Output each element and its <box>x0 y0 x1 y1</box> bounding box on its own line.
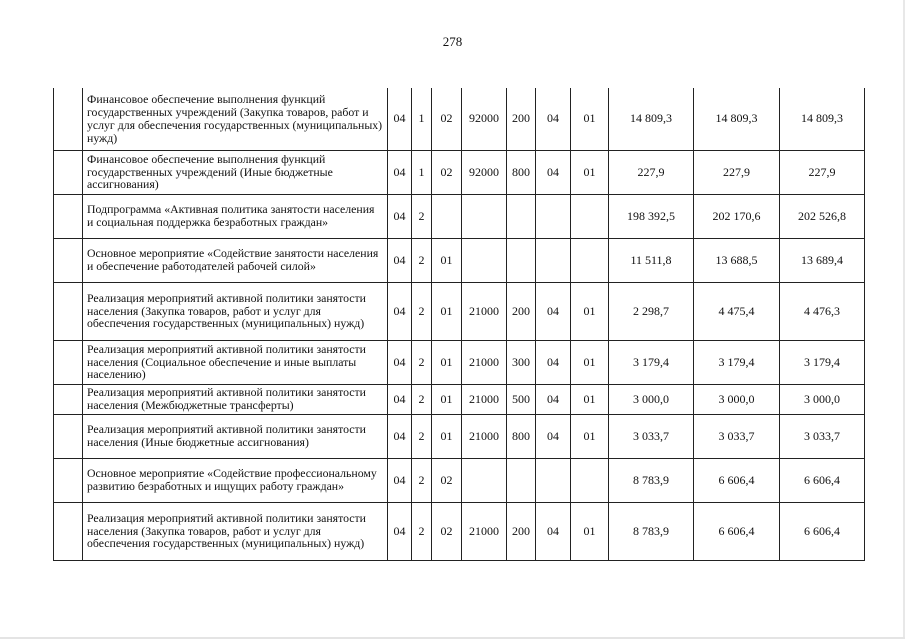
code-cell-c2: 2 <box>412 340 432 384</box>
code-cell-c2: 1 <box>412 88 432 150</box>
amount-cell-v1: 3 000,0 <box>609 384 694 414</box>
amount-cell-v3: 6 606,4 <box>780 502 865 560</box>
code-cell-c4: 21000 <box>462 414 507 458</box>
code-cell-c6: 04 <box>536 502 571 560</box>
code-cell-c5 <box>507 238 536 282</box>
code-cell-c3: 01 <box>432 384 462 414</box>
code-cell-c6: 04 <box>536 282 571 340</box>
row-name-cell: Реализация мероприятий активной политики занятости населения (Закупка товаров, работ и услуг для обеспечения государственных (муниципальных) нужд) <box>83 282 388 340</box>
code-cell-c1: 04 <box>388 282 412 340</box>
amount-cell-v3: 3 179,4 <box>780 340 865 384</box>
amount-cell-v1: 8 783,9 <box>609 458 694 502</box>
code-cell-c6: 04 <box>536 414 571 458</box>
row-name-cell: Реализация мероприятий активной политики занятости населения (Иные бюджетные ассигнования) <box>83 414 388 458</box>
row-name-cell: Основное мероприятие «Содействие профессиональному развитию безработных и ищущих работу граждан» <box>83 458 388 502</box>
code-cell-c1: 04 <box>388 414 412 458</box>
amount-cell-v3: 6 606,4 <box>780 458 865 502</box>
row-name-cell: Финансовое обеспечение выполнения функций государственных учреждений (Закупка товаров, работ и услуг для обеспечения государственных (муниципальных) нужд) <box>83 88 388 150</box>
code-cell-c6 <box>536 238 571 282</box>
code-cell-c7: 01 <box>571 384 609 414</box>
row-margin-cell <box>54 88 83 150</box>
row-margin-cell <box>54 458 83 502</box>
amount-cell-v3: 202 526,8 <box>780 194 865 238</box>
code-cell-c4: 21000 <box>462 282 507 340</box>
row-margin-cell <box>54 384 83 414</box>
code-cell-c1: 04 <box>388 458 412 502</box>
amount-cell-v3: 3 033,7 <box>780 414 865 458</box>
row-margin-cell <box>54 150 83 194</box>
code-cell-c7: 01 <box>571 282 609 340</box>
code-cell-c6: 04 <box>536 384 571 414</box>
amount-cell-v2: 3 179,4 <box>694 340 780 384</box>
table-row <box>54 414 865 458</box>
code-cell-c7 <box>571 458 609 502</box>
code-cell-c6: 04 <box>536 340 571 384</box>
amount-cell-v3: 14 809,3 <box>780 88 865 150</box>
code-cell-c5: 500 <box>507 384 536 414</box>
budget-table <box>53 88 865 561</box>
code-cell-c6: 04 <box>536 88 571 150</box>
code-cell-c2: 2 <box>412 414 432 458</box>
code-cell-c1: 04 <box>388 194 412 238</box>
table-row <box>54 194 865 238</box>
row-margin-cell <box>54 414 83 458</box>
table-row <box>54 150 865 194</box>
table-row <box>54 340 865 384</box>
code-cell-c7: 01 <box>571 502 609 560</box>
row-margin-cell <box>54 238 83 282</box>
code-cell-c5 <box>507 458 536 502</box>
code-cell-c5: 800 <box>507 414 536 458</box>
code-cell-c5: 200 <box>507 88 536 150</box>
amount-cell-v1: 14 809,3 <box>609 88 694 150</box>
amount-cell-v2: 14 809,3 <box>694 88 780 150</box>
code-cell-c5 <box>507 194 536 238</box>
code-cell-c1: 04 <box>388 502 412 560</box>
code-cell-c4: 92000 <box>462 150 507 194</box>
row-margin-cell <box>54 502 83 560</box>
page-number: 278 <box>442 34 463 49</box>
amount-cell-v1: 3 033,7 <box>609 414 694 458</box>
amount-cell-v3: 4 476,3 <box>780 282 865 340</box>
code-cell-c1: 04 <box>388 384 412 414</box>
code-cell-c7: 01 <box>571 414 609 458</box>
code-cell-c4: 21000 <box>462 384 507 414</box>
code-cell-c2: 2 <box>412 384 432 414</box>
code-cell-c2: 1 <box>412 150 432 194</box>
amount-cell-v1: 2 298,7 <box>609 282 694 340</box>
amount-cell-v3: 227,9 <box>780 150 865 194</box>
code-cell-c4 <box>462 194 507 238</box>
amount-cell-v2: 6 606,4 <box>694 458 780 502</box>
row-name-cell: Реализация мероприятий активной политики занятости населения (Закупка товаров, работ и услуг для обеспечения государственных (муниципальных) нужд) <box>83 502 388 560</box>
amount-cell-v1: 3 179,4 <box>609 340 694 384</box>
row-name-cell: Основное мероприятие «Содействие занятости населения и обеспечение работодателей рабочей силой» <box>83 238 388 282</box>
code-cell-c3: 01 <box>432 414 462 458</box>
amount-cell-v1: 198 392,5 <box>609 194 694 238</box>
amount-cell-v1: 227,9 <box>609 150 694 194</box>
table-row <box>54 238 865 282</box>
amount-cell-v2: 3 033,7 <box>694 414 780 458</box>
code-cell-c3: 01 <box>432 340 462 384</box>
code-cell-c5: 300 <box>507 340 536 384</box>
row-margin-cell <box>54 282 83 340</box>
amount-cell-v2: 202 170,6 <box>694 194 780 238</box>
row-margin-cell <box>54 340 83 384</box>
code-cell-c4: 21000 <box>462 340 507 384</box>
table-row <box>54 88 865 150</box>
row-margin-cell <box>54 194 83 238</box>
code-cell-c5: 200 <box>507 282 536 340</box>
code-cell-c2: 2 <box>412 282 432 340</box>
code-cell-c3: 02 <box>432 88 462 150</box>
code-cell-c3: 02 <box>432 502 462 560</box>
table-row <box>54 384 865 414</box>
code-cell-c3: 02 <box>432 150 462 194</box>
code-cell-c1: 04 <box>388 150 412 194</box>
code-cell-c3: 01 <box>432 282 462 340</box>
amount-cell-v2: 4 475,4 <box>694 282 780 340</box>
amount-cell-v3: 3 000,0 <box>780 384 865 414</box>
amount-cell-v2: 6 606,4 <box>694 502 780 560</box>
code-cell-c4 <box>462 458 507 502</box>
code-cell-c4: 92000 <box>462 88 507 150</box>
table-row <box>54 458 865 502</box>
amount-cell-v2: 227,9 <box>694 150 780 194</box>
code-cell-c3 <box>432 194 462 238</box>
row-name-cell: Реализация мероприятий активной политики занятости населения (Межбюджетные трансферты) <box>83 384 388 414</box>
amount-cell-v2: 3 000,0 <box>694 384 780 414</box>
code-cell-c3: 01 <box>432 238 462 282</box>
amount-cell-v3: 13 689,4 <box>780 238 865 282</box>
code-cell-c4: 21000 <box>462 502 507 560</box>
code-cell-c2: 2 <box>412 502 432 560</box>
amount-cell-v1: 11 511,8 <box>609 238 694 282</box>
amount-cell-v2: 13 688,5 <box>694 238 780 282</box>
code-cell-c3: 02 <box>432 458 462 502</box>
table-row <box>54 502 865 560</box>
code-cell-c7 <box>571 238 609 282</box>
code-cell-c1: 04 <box>388 340 412 384</box>
code-cell-c2: 2 <box>412 238 432 282</box>
code-cell-c6 <box>536 458 571 502</box>
code-cell-c7: 01 <box>571 88 609 150</box>
code-cell-c2: 2 <box>412 458 432 502</box>
code-cell-c7: 01 <box>571 340 609 384</box>
code-cell-c7 <box>571 194 609 238</box>
table-row <box>54 282 865 340</box>
code-cell-c4 <box>462 238 507 282</box>
code-cell-c2: 2 <box>412 194 432 238</box>
row-name-cell: Финансовое обеспечение выполнения функций государственных учреждений (Иные бюджетные ассигнования) <box>83 150 388 194</box>
amount-cell-v1: 8 783,9 <box>609 502 694 560</box>
code-cell-c7: 01 <box>571 150 609 194</box>
code-cell-c6: 04 <box>536 150 571 194</box>
code-cell-c1: 04 <box>388 238 412 282</box>
row-name-cell: Реализация мероприятий активной политики занятости населения (Социальное обеспечение и иные выплаты населению) <box>83 340 388 384</box>
code-cell-c1: 04 <box>388 88 412 150</box>
code-cell-c5: 200 <box>507 502 536 560</box>
row-name-cell: Подпрограмма «Активная политика занятости населения и социальная поддержка безработных граждан» <box>83 194 388 238</box>
code-cell-c5: 800 <box>507 150 536 194</box>
code-cell-c6 <box>536 194 571 238</box>
